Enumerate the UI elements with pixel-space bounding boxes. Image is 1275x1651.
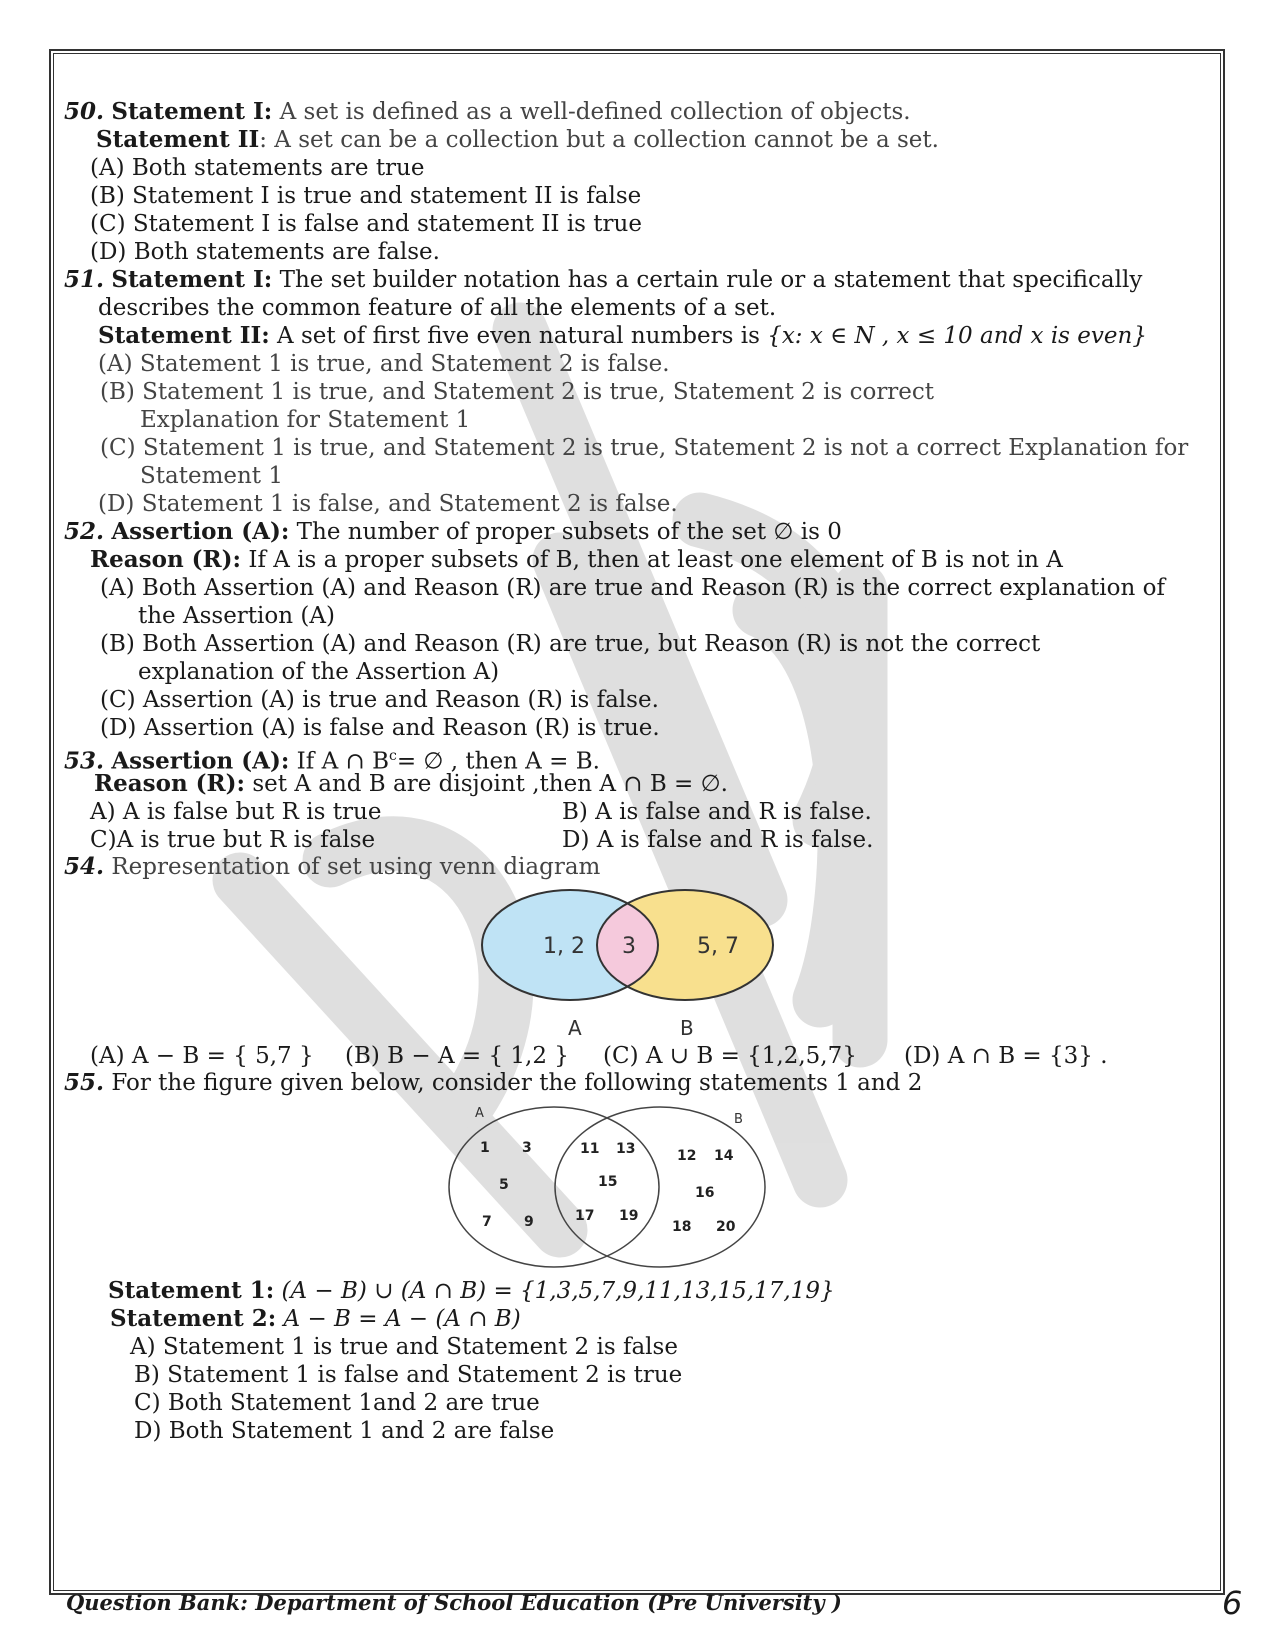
- q55-question: [64, 1069, 922, 1097]
- q51-option-b-cont: Explanation for Statement 1: [140, 407, 471, 433]
- q55-text: For the figure given below, consider the following statements 1 and 2: [104, 1070, 923, 1096]
- q55-option-c: C) Both Statement 1and 2 are true: [134, 1390, 540, 1416]
- q50-option-b: (B) Statement I is true and statement II is false: [90, 183, 642, 209]
- q51-option-d: (D) Statement 1 is false, and Statement 2 is false.: [98, 491, 678, 517]
- venn2-a-only-item: 7: [482, 1214, 492, 1230]
- venn2-a-only-item: 1: [480, 1140, 490, 1156]
- venn2-label-a: A: [475, 1106, 484, 1121]
- q54-option-c: (C) A ∪ B = {1,2,5,7}: [603, 1043, 857, 1069]
- q52-r-label: Reason (R):: [90, 546, 242, 573]
- venn2-a-only-item: 5: [499, 1177, 509, 1193]
- q55-option-b: B) Statement 1 is false and Statement 2 is true: [134, 1362, 683, 1388]
- q51-s1-text-cont: describes the common feature of all the elements of a set.: [98, 295, 777, 321]
- q51-s1-text: The set builder notation has a certain rule or a statement that specifically: [272, 267, 1143, 293]
- q54-number: 54.: [64, 853, 105, 880]
- q53-option-c: C)A is true but R is false: [90, 827, 376, 853]
- q55-venn-diagram: [444, 1100, 784, 1275]
- venn2-a-only-item: 9: [524, 1214, 534, 1230]
- venn2-both-item: 19: [619, 1208, 639, 1224]
- venn2-b-only-item: 18: [672, 1219, 692, 1235]
- q55-s2-text: A − B = A − (A ∩ B): [276, 1306, 521, 1332]
- q51-statement-1: [64, 266, 1142, 294]
- q51-option-b: (B) Statement 1 is true, and Statement 2 is true, Statement 2 is correct: [100, 379, 935, 405]
- venn2-both-item: 13: [616, 1141, 636, 1157]
- q54-option-b: (B) B − A = { 1,2 }: [345, 1043, 569, 1069]
- q50-s1-text: A set is defined as a well-defined collection of objects.: [272, 99, 911, 125]
- venn2-b-only-item: 16: [695, 1185, 715, 1201]
- q50-option-d: (D) Both statements are false.: [90, 239, 440, 265]
- q53-a-sup: c: [389, 748, 397, 764]
- venn2-both-item: 15: [598, 1174, 618, 1190]
- q50-s2-label: Statement II: [96, 126, 260, 153]
- venn-left-region: 1, 2: [543, 934, 585, 959]
- q52-option-a-cont: the Assertion (A): [138, 603, 335, 629]
- q50-number: 50.: [64, 98, 105, 125]
- q50-option-c: (C) Statement I is false and statement II is true: [90, 211, 642, 237]
- q52-a-text: The number of proper subsets of the set ∅ is 0: [289, 519, 842, 545]
- q55-s1-text: (A − B) ∪ (A ∩ B) = {1,3,5,7,9,11,13,15,17,19}: [274, 1278, 835, 1304]
- q52-reason: [90, 546, 1063, 574]
- q51-s1-label: Statement I:: [111, 266, 273, 293]
- q55-s2-label: Statement 2:: [110, 1305, 277, 1332]
- q52-a-label: Assertion (A):: [111, 518, 290, 545]
- q50-option-a: (A) Both statements are true: [90, 155, 425, 181]
- venn2-both-item: 17: [575, 1208, 595, 1224]
- q54-venn-diagram: [470, 885, 790, 1045]
- venn-right-region: 5, 7: [697, 934, 739, 959]
- venn2-b-only-item: 12: [677, 1148, 697, 1164]
- venn2-label-b: B: [734, 1112, 743, 1127]
- q53-a-pre: If A ∩ B: [289, 748, 389, 775]
- q51-option-c-cont: Statement 1: [140, 463, 283, 489]
- q55-statement-1: [108, 1277, 835, 1305]
- q52-assertion: [64, 518, 842, 546]
- q55-s1-label: Statement 1:: [108, 1277, 275, 1304]
- q53-a-post: = ∅ , then A = B.: [396, 748, 600, 775]
- q51-s2-math: {x: x ∈ N , x ≤ 10 and x is even}: [767, 323, 1147, 349]
- q50-s1-label: Statement I:: [111, 98, 273, 125]
- venn-label-b: B: [680, 1016, 694, 1040]
- q50-s2-text: : A set can be a collection but a collection cannot be a set.: [259, 127, 939, 153]
- q53-option-b: B) A is false and R is false.: [562, 799, 872, 825]
- q52-number: 52.: [64, 518, 105, 545]
- venn2-b-only-item: 20: [716, 1219, 736, 1235]
- footer-text: Question Bank: Department of School Education (Pre University ): [66, 1590, 842, 1615]
- q52-option-b-cont: explanation of the Assertion A): [138, 659, 500, 685]
- venn-middle-region: 3: [622, 934, 636, 959]
- q52-option-b: (B) Both Assertion (A) and Reason (R) are true, but Reason (R) is not the correct: [100, 631, 1041, 657]
- venn2-both-item: 11: [580, 1141, 600, 1157]
- q53-a-label: Assertion (A):: [111, 747, 290, 775]
- q52-option-d: (D) Assertion (A) is false and Reason (R) is true.: [100, 715, 660, 741]
- q50-statement-1: [64, 98, 911, 126]
- q53-r-text: set A and B are disjoint ,then A ∩ B = ∅.: [245, 771, 728, 797]
- q51-number: 51.: [64, 266, 105, 293]
- q53-reason: [94, 770, 728, 798]
- q54-option-a: (A) A − B = { 5,7 }: [90, 1043, 314, 1069]
- q52-option-c: (C) Assertion (A) is true and Reason (R) is false.: [100, 687, 659, 713]
- q51-option-a: (A) Statement 1 is true, and Statement 2 is false.: [98, 351, 670, 377]
- q53-number: 53.: [64, 747, 105, 775]
- q55-statement-2: [110, 1305, 521, 1333]
- venn2-a-only-item: 3: [522, 1140, 532, 1156]
- q51-s2-label: Statement II:: [98, 322, 270, 349]
- q55-option-d: D) Both Statement 1 and 2 are false: [134, 1418, 555, 1444]
- q52-option-a: (A) Both Assertion (A) and Reason (R) are true and Reason (R) is the correct explanation of: [100, 575, 1165, 601]
- q51-statement-2: [98, 322, 1147, 350]
- q51-s2-text: A set of first five even natural numbers is: [269, 323, 768, 349]
- q51-option-c: (C) Statement 1 is true, and Statement 2 is true, Statement 2 is not a correct Explanation for: [100, 435, 1189, 461]
- q50-statement-2: [96, 126, 939, 154]
- q54-text: Representation of set using venn diagram: [104, 854, 601, 880]
- q55-option-a: A) Statement 1 is true and Statement 2 is false: [130, 1334, 678, 1360]
- q53-option-d: D) A is false and R is false.: [562, 827, 874, 853]
- q55-number: 55.: [64, 1069, 105, 1096]
- venn-label-a: A: [568, 1016, 582, 1040]
- q54-question: [64, 853, 600, 881]
- q52-r-text: If A is a proper subsets of B, then at least one element of B is not in A: [241, 547, 1063, 573]
- page-number: 6: [1222, 1584, 1243, 1622]
- q54-option-d: (D) A ∩ B = {3} .: [904, 1043, 1108, 1069]
- q53-r-label: Reason (R):: [94, 770, 246, 797]
- q53-option-a: A) A is false but R is true: [90, 799, 382, 825]
- venn2-b-only-item: 14: [714, 1148, 734, 1164]
